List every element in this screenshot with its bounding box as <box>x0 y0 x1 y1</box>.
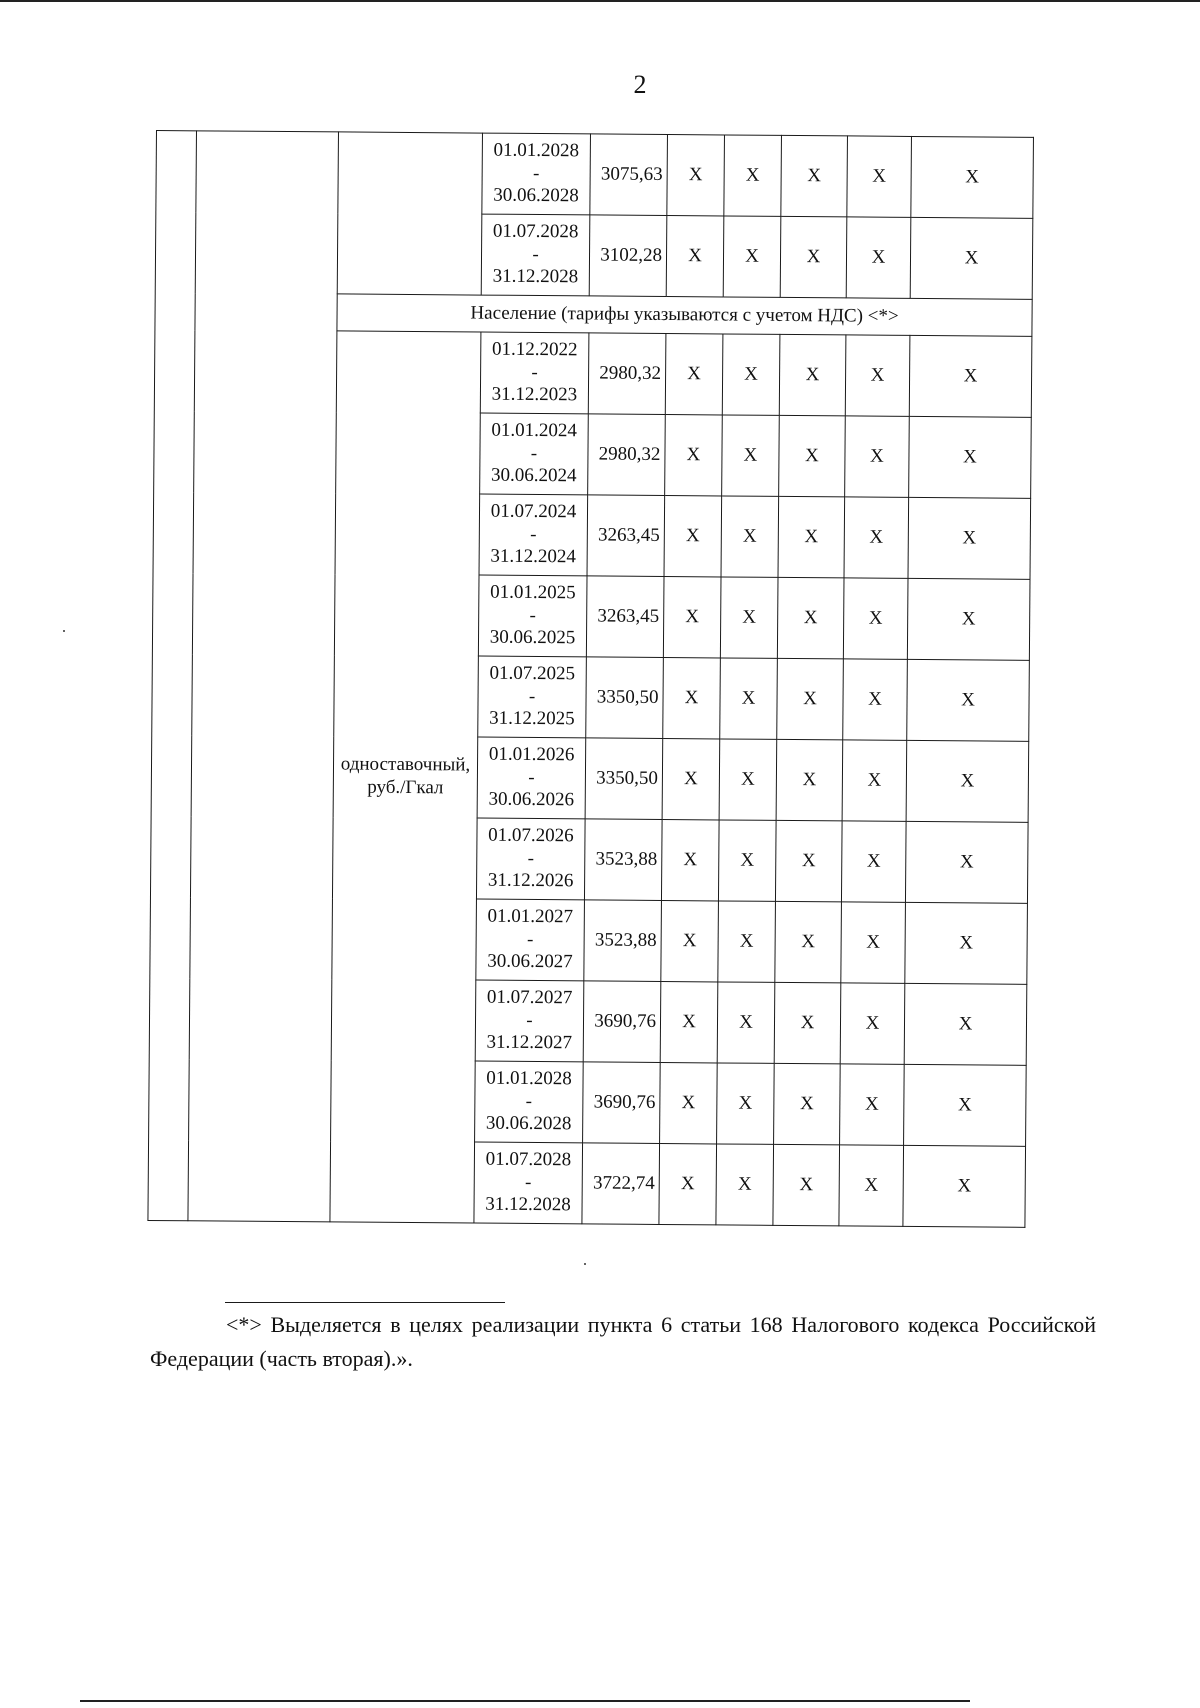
x-mark-cell: Х <box>720 577 778 658</box>
tariff-cell: 3263,45 <box>587 495 665 577</box>
x-mark-cell: Х <box>720 658 778 739</box>
x-mark-cell: Х <box>718 820 776 901</box>
x-mark-cell: Х <box>662 738 720 819</box>
x-mark-cell: Х <box>722 415 780 496</box>
period-cell: 01.07.2024 - 31.12.2024 <box>479 494 588 576</box>
x-mark-cell: Х <box>667 135 725 216</box>
x-mark-cell: Х <box>779 415 846 497</box>
tariff-cell: 2980,32 <box>588 414 666 496</box>
x-mark-cell: Х <box>716 1144 774 1225</box>
tariff-cell: 3523,88 <box>584 819 662 901</box>
x-mark-cell: Х <box>663 658 721 739</box>
scan-edge-bottom <box>80 1700 970 1702</box>
x-mark-cell: Х <box>724 135 782 216</box>
tariff-table <box>147 130 1034 1228</box>
period-cell: 01.07.2025 - 31.12.2025 <box>478 656 587 738</box>
x-mark-cell: Х <box>773 1144 840 1226</box>
period-cell: 01.01.2028 - 30.06.2028 <box>475 1061 584 1143</box>
x-mark-cell: Х <box>904 1064 1027 1146</box>
x-mark-cell: Х <box>777 658 844 740</box>
x-mark-cell: Х <box>843 659 908 741</box>
unit-cell: одноставочный, руб./Гкал <box>330 331 481 1223</box>
x-mark-cell: Х <box>910 217 1033 299</box>
period-cell: 01.01.2027 - 30.06.2027 <box>476 899 585 981</box>
tariff-cell: 3102,28 <box>589 215 667 297</box>
x-mark-cell: Х <box>841 821 906 903</box>
x-mark-cell: Х <box>717 982 775 1063</box>
x-mark-cell: Х <box>779 334 846 416</box>
tariff-cell: 3350,50 <box>585 738 663 820</box>
period-cell: 01.01.2025 - 30.06.2025 <box>478 575 587 657</box>
blank-cell <box>337 132 482 295</box>
x-mark-cell: Х <box>778 496 845 578</box>
x-mark-cell: Х <box>840 983 905 1065</box>
tariff-cell: 3690,76 <box>583 981 661 1063</box>
x-mark-cell: Х <box>906 740 1029 822</box>
x-mark-cell: Х <box>665 415 723 496</box>
x-mark-cell: Х <box>840 1064 905 1146</box>
footnote-divider <box>225 1302 505 1303</box>
scan-edge-top <box>0 0 1200 2</box>
period-cell: 01.07.2028 - 31.12.2028 <box>474 1142 583 1224</box>
x-mark-cell: Х <box>666 216 724 297</box>
tariff-cell: 3075,63 <box>590 134 668 216</box>
period-cell: 01.07.2027 - 31.12.2027 <box>475 980 584 1062</box>
x-mark-cell: Х <box>776 739 843 821</box>
x-mark-cell: Х <box>908 497 1031 579</box>
scan-speck <box>63 630 65 632</box>
x-mark-cell: Х <box>781 135 848 217</box>
tariff-cell: 3722,74 <box>582 1143 660 1225</box>
x-mark-cell: Х <box>841 902 906 984</box>
x-mark-cell: Х <box>777 577 844 659</box>
x-mark-cell: Х <box>909 335 1032 417</box>
period-cell: 01.12.2022 - 31.12.2023 <box>480 332 589 414</box>
x-mark-cell: Х <box>660 1062 718 1143</box>
blank-cell <box>188 131 339 1222</box>
x-mark-cell: Х <box>843 578 908 660</box>
x-mark-cell: Х <box>907 659 1030 741</box>
x-mark-cell: Х <box>839 1145 904 1227</box>
tariff-cell: 3523,88 <box>584 900 662 982</box>
footnote-text: <*> Выделяется в целях реализации пункта 6 статьи 168 Налогового кодекса Российской Федерации (часть вторая).». <box>150 1312 1096 1371</box>
period-cell: 01.07.2028 - 31.12.2028 <box>481 214 590 296</box>
section-title: Население (тарифы указываются с учетом НДС) <*> <box>337 294 1032 336</box>
tariff-cell: 3263,45 <box>586 576 664 658</box>
x-mark-cell: Х <box>911 136 1034 218</box>
x-mark-cell: Х <box>723 216 781 297</box>
tariff-cell: 2980,32 <box>588 333 666 415</box>
x-mark-cell: Х <box>661 900 719 981</box>
period-cell: 01.01.2024 - 30.06.2024 <box>480 413 589 495</box>
x-mark-cell: Х <box>842 740 907 822</box>
page-number: 2 <box>633 70 647 99</box>
x-mark-cell: Х <box>780 216 847 298</box>
x-mark-cell: Х <box>904 983 1027 1065</box>
x-mark-cell: Х <box>722 334 780 415</box>
x-mark-cell: Х <box>907 578 1030 660</box>
x-mark-cell: Х <box>665 334 723 415</box>
x-mark-cell: Х <box>775 901 842 983</box>
tariff-cell: 3350,50 <box>586 657 664 739</box>
table-row <box>156 131 1034 219</box>
scan-speck <box>584 1263 586 1265</box>
x-mark-cell: Х <box>717 1063 775 1144</box>
x-mark-cell: Х <box>774 982 841 1064</box>
x-mark-cell: Х <box>844 497 909 579</box>
x-mark-cell: Х <box>661 819 719 900</box>
x-mark-cell: Х <box>659 1143 717 1224</box>
tariff-cell: 3690,76 <box>583 1062 661 1144</box>
period-cell: 01.01.2026 - 30.06.2026 <box>477 737 586 819</box>
x-mark-cell: Х <box>775 820 842 902</box>
x-mark-cell: Х <box>846 217 911 299</box>
x-mark-cell: Х <box>905 821 1028 903</box>
period-cell: 01.01.2028 - 30.06.2028 <box>482 133 591 215</box>
x-mark-cell: Х <box>718 901 776 982</box>
x-mark-cell: Х <box>774 1063 841 1145</box>
x-mark-cell: Х <box>847 136 912 218</box>
period-cell: 01.07.2026 - 31.12.2026 <box>476 818 585 900</box>
x-mark-cell: Х <box>909 416 1032 498</box>
x-mark-cell: Х <box>721 496 779 577</box>
x-mark-cell: Х <box>664 496 722 577</box>
x-mark-cell: Х <box>719 739 777 820</box>
x-mark-cell: Х <box>905 902 1028 984</box>
x-mark-cell: Х <box>845 335 910 417</box>
x-mark-cell: Х <box>660 981 718 1062</box>
x-mark-cell: Х <box>845 416 910 498</box>
x-mark-cell: Х <box>663 577 721 658</box>
x-mark-cell: Х <box>903 1145 1026 1227</box>
